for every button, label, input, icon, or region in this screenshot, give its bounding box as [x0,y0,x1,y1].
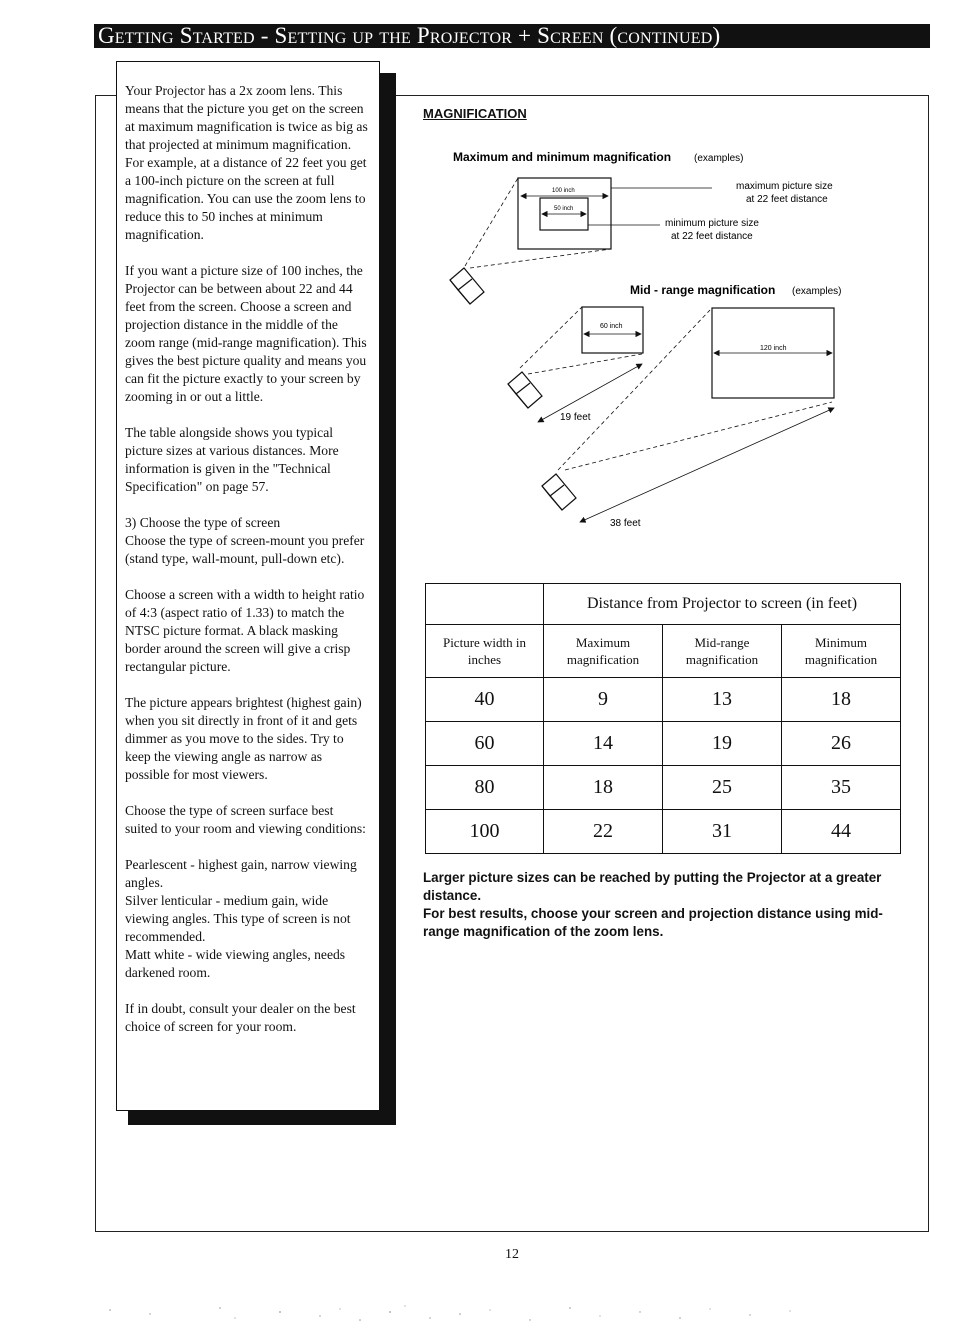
label-38-feet: 38 feet [610,518,641,529]
table-cell: 22 [544,810,663,854]
col-header-picture-width-line1: Picture width in [442,635,527,650]
magnification-notes [423,869,893,941]
table-group-header: Distance from Projector to screen (in feet) [544,584,901,625]
sidebar-paragraph-dealer: If in doubt, consult your dealer on the best choice of screen for your room. [125,1001,356,1034]
mid-range-title: Mid - range magnification [630,283,776,297]
max-min-title: Maximum and minimum magnification [453,150,672,164]
sidebar-text-box [116,61,380,1111]
page-banner: Getting Started - Setting up the Projector + Screen (continued) [94,24,930,48]
magnification-diagram [420,140,850,540]
table-cell: 18 [544,766,663,810]
sidebar-paragraph-ratio: Choose a screen with a width to height ratio of 4:3 (aspect ratio of 1.33) to match the NTSC picture format. A black masking border around the screen will give a crisp rectangular picture. [125,587,365,674]
mid-range-suffix: (examples) [792,286,842,297]
table-row [426,722,901,766]
projector-icon-1 [450,268,484,304]
sidebar-paragraph-picture-size: If you want a picture size of 100 inches, the Projector can be between about 22 and 44 feet from the screen. Choose a screen and projection distance in the middle of the zoom range (mid-range magnification). This gives the best picture quality and means you can fit the picture exactly to your screen by zooming in or out a little. [125,263,367,404]
table-row [426,810,901,854]
max-label-line2: at 22 feet distance [746,194,828,205]
screen-60-inch [582,307,643,353]
label-60-inch: 60 inch [600,323,623,330]
col-header-minimum-line1: Minimum [814,635,867,650]
sidebar-paragraph-table-note: The table alongside shows you typical picture sizes at various distances. More information is given in the "Technical Specification" on page 57. [125,425,339,494]
col-header-minimum-line2: magnification [804,652,878,667]
sidebar-step-heading: 3) Choose the type of screen [125,515,281,530]
col-header-mid-range-line2: magnification [685,652,759,667]
distance-table [425,583,901,854]
beam-19-top [520,307,582,368]
min-label-line1: minimum picture size [665,218,759,229]
label-120-inch: 120 inch [760,345,787,352]
sidebar-surface-pearlescent: Pearlescent - highest gain, narrow viewing angles. [125,857,357,890]
sidebar-surface-matt: Matt white - wide viewing angles, needs darkened room. [125,947,346,980]
projector-icon-2 [508,372,542,408]
sidebar-surface-silver: Silver lenticular - medium gain, wide viewing angles. This type of screen is not recommended. [125,893,351,944]
col-header-maximum-line1: Maximum [575,635,631,650]
table-cell: 31 [662,810,781,854]
table-cell: 14 [544,722,663,766]
page-number: 12 [505,1247,519,1262]
table-cell: 80 [426,766,544,810]
table-row [426,678,901,722]
table-cell: 35 [781,766,900,810]
projector-icon-3 [542,474,576,510]
scan-noise-strip [60,1300,840,1330]
table-cell: 40 [426,678,544,722]
beam-max-bottom [470,249,611,268]
magnification-heading: MAGNIFICATION [423,106,527,121]
beam-19-bottom [528,354,642,374]
label-19-feet: 19 feet [560,412,591,423]
min-label-line2: at 22 feet distance [671,231,753,242]
table-cell: 18 [781,678,900,722]
note-best-results: For best results, choose your screen and projection distance using mid-range magnification of the zoom lens. [423,906,883,939]
sidebar-paragraph-gain: The picture appears brightest (highest gain) when you sit directly in front of it and gets dimmer as you move to the sides. Try to keep the viewing angle as narrow as possible for most viewers. [125,695,362,782]
col-header-minimum [781,625,900,678]
beam-max-top [465,178,518,266]
table-cell: 13 [662,678,781,722]
table-cell: 9 [544,678,663,722]
table-cell: 60 [426,722,544,766]
note-larger-sizes: Larger picture sizes can be reached by putting the Projector at a greater distance. [423,870,882,903]
sidebar-paragraph-zoom: Your Projector has a 2x zoom lens. This means that the picture you get on the screen at maximum magnification is twice as big as that projected at minimum magnification. For example, at a distance of 22 feet you get a 100-inch picture on the screen at full magnification. You can use the zoom lens to reduce this to 50 inches at minimum magnification. [125,83,368,242]
col-header-mid-range-line1: Mid-range [694,635,750,650]
col-header-mid-range [662,625,781,678]
label-100-inch: 100 inch [552,188,575,194]
col-header-maximum-line2: magnification [566,652,640,667]
max-min-suffix: (examples) [694,153,744,164]
table-cell: 26 [781,722,900,766]
table-cell: 25 [662,766,781,810]
sidebar-paragraph-surface: Choose the type of screen surface best suited to your room and viewing conditions: [125,803,366,836]
col-header-maximum [544,625,663,678]
distance-arrow-38 [580,408,834,522]
sidebar-paragraph-mount: Choose the type of screen-mount you prefer (stand type, wall-mount, pull-down etc). [125,533,365,566]
beam-38-bottom [565,402,832,470]
max-label-line1: maximum picture size [736,181,833,192]
table-cell: 100 [426,810,544,854]
label-50-inch: 50 inch [554,206,574,212]
table-corner-cell [426,584,544,625]
table-row [426,766,901,810]
table-cell: 44 [781,810,900,854]
table-cell: 19 [662,722,781,766]
col-header-picture-width-line2: inches [467,652,502,667]
col-header-picture-width [426,625,544,678]
